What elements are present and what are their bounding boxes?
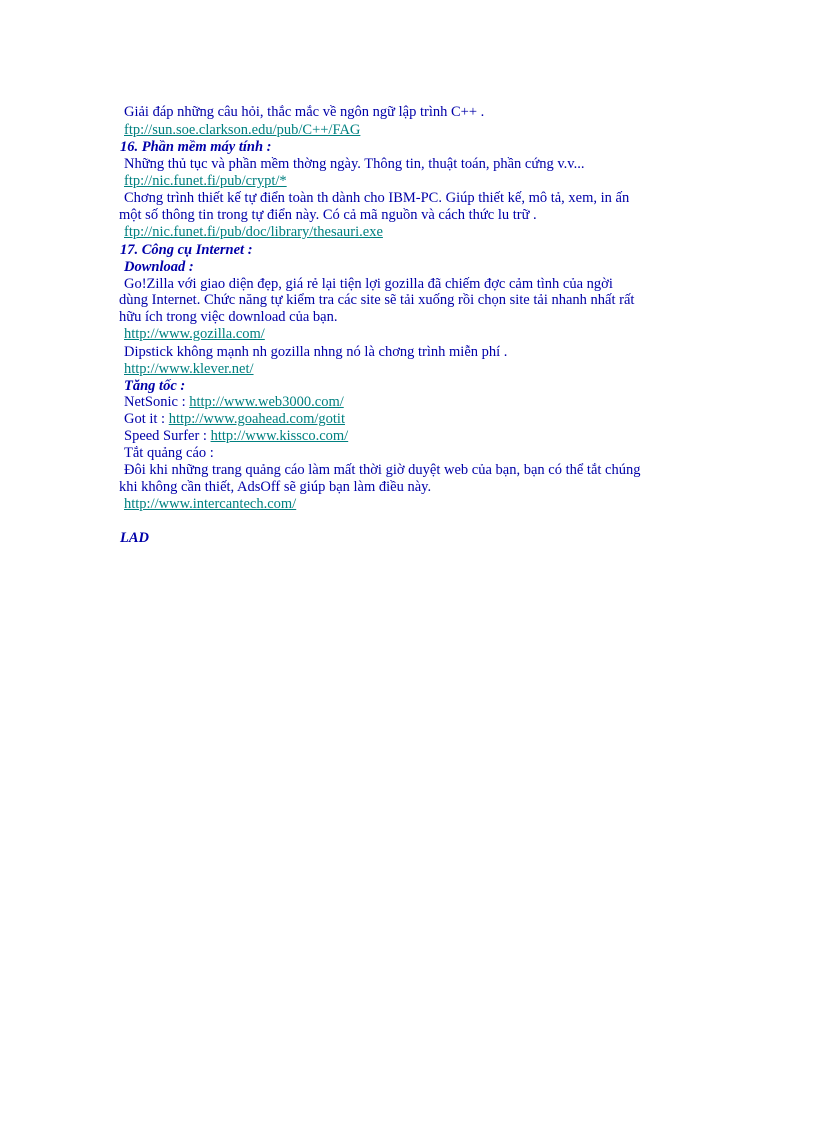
text-line: một số thông tin trong tự điển này. Có cả mã nguồn và cách thức lu trữ . <box>119 207 537 223</box>
text-line: Giải đáp những câu hỏi, thắc mắc về ngôn ngữ lập trình C++ . <box>124 104 485 120</box>
item-label-speed-surfer: Speed Surfer : <box>124 428 211 444</box>
text-line: Tắt quảng cáo : <box>124 445 214 461</box>
text-line: dùng Internet. Chức năng tự kiểm tra các site sẽ tải xuống rồi chọn site tải nhanh nhất rất <box>119 292 635 308</box>
section-heading-16: 16. Phần mềm máy tính : <box>120 139 272 155</box>
item-label-netsonic: NetSonic : <box>124 394 190 410</box>
link-web3000[interactable]: http://www.web3000.com/ <box>189 394 344 410</box>
text-line <box>124 394 344 411</box>
text-line: Đôi khi những trang quảng cáo làm mất thời giờ duyệt web của bạn, bạn có thể tắt chúng <box>124 462 641 478</box>
text-line: Chơng trình thiết kế tự điển toàn th dành cho IBM-PC. Giúp thiết kế, mô tả, xem, in ấn <box>124 190 630 206</box>
link-intercantech[interactable]: http://www.intercantech.com/ <box>124 496 297 512</box>
ftp-link-thesauri[interactable]: ftp://nic.funet.fi/pub/doc/library/thesauri.exe <box>124 224 383 240</box>
text-line <box>124 411 345 428</box>
item-label-gotit: Got it : <box>124 411 169 427</box>
link-gozilla[interactable]: http://www.gozilla.com/ <box>124 326 265 342</box>
ftp-link-crypt[interactable]: ftp://nic.funet.fi/pub/crypt/* <box>124 173 287 189</box>
text-line: khi không cần thiết, AdsOff sẽ giúp bạn làm điều này. <box>119 479 432 495</box>
ftp-link-cpp-faq[interactable]: ftp://sun.soe.clarkson.edu/pub/C++/FAG <box>124 122 361 138</box>
author-signature: LAD <box>120 530 149 546</box>
text-line: Dipstick không mạnh nh gozilla nhng nó là chơng trình miễn phí . <box>124 344 508 360</box>
section-heading-17: 17. Công cụ Internet : <box>120 242 253 258</box>
text-line: Những thủ tục và phần mềm thờng ngày. Thông tin, thuật toán, phần cứng v.v... <box>124 156 585 172</box>
text-line <box>124 428 348 445</box>
link-klever[interactable]: http://www.klever.net/ <box>124 361 254 377</box>
subheading-download: Download : <box>124 259 194 275</box>
link-goahead[interactable]: http://www.goahead.com/gotit <box>168 411 345 427</box>
subheading-speedup: Tăng tốc : <box>124 378 186 394</box>
link-kissco[interactable]: http://www.kissco.com/ <box>210 428 349 444</box>
text-line: hữu ích trong việc download của bạn. <box>119 309 338 325</box>
text-line: Go!Zilla với giao diện đẹp, giá rẻ lại tiện lợi gozilla đã chiếm đợc cảm tình của ngời <box>124 276 613 292</box>
